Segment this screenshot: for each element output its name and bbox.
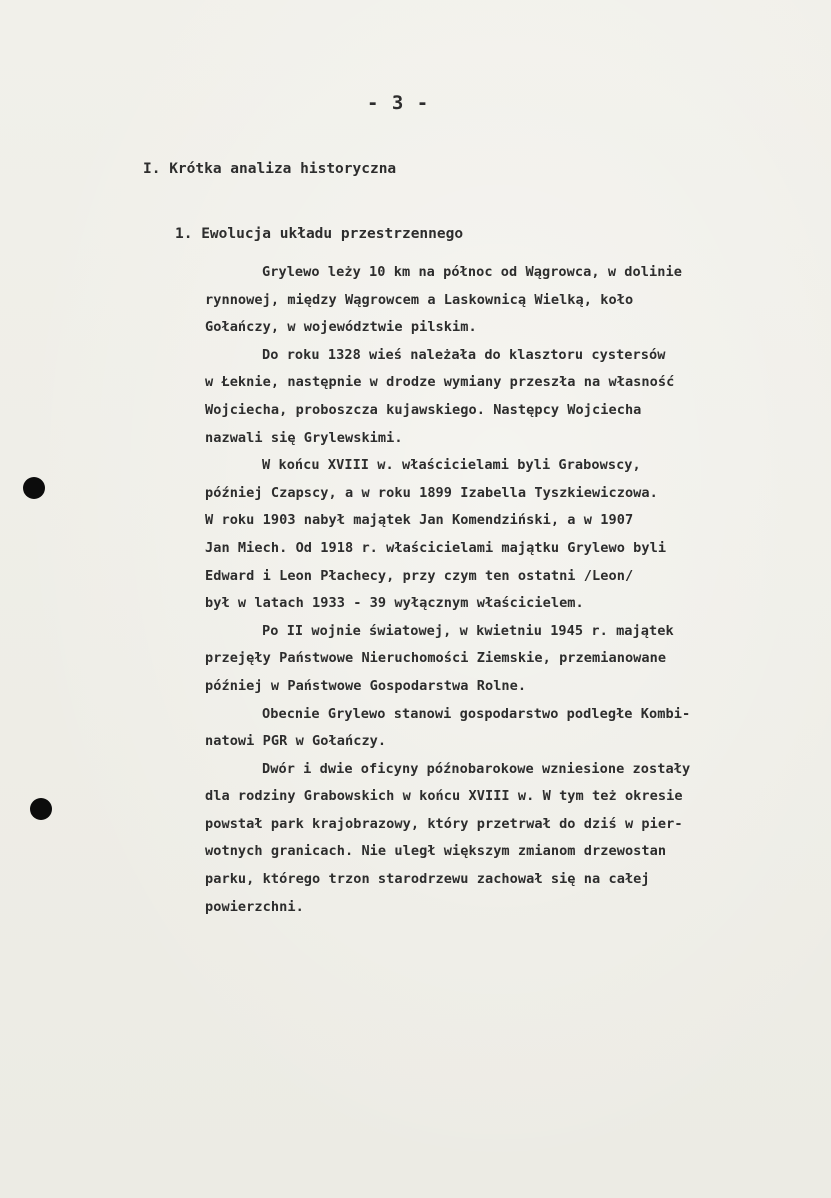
- text-line: rynnowej, między Wągrowcem a Laskownicą Wielką, koło: [205, 291, 634, 308]
- text-line: Do roku 1328 wieś należała do klasztoru cystersów: [262, 346, 666, 363]
- text-line: powstał park krajobrazowy, który przetrwał do dziś w pier-: [205, 815, 683, 832]
- subsection-heading: 1. Ewolucja układu przestrzennego: [175, 226, 464, 242]
- page-number: - 3 -: [367, 92, 430, 114]
- text-line: Jan Miech. Od 1918 r. właścicielami majątku Grylewo byli: [205, 539, 667, 556]
- text-line: później Czapscy, a w roku 1899 Izabella Tyszkiewiczowa.: [205, 484, 658, 501]
- body-text: [205, 259, 825, 921]
- text-line: powierzchni.: [205, 898, 304, 915]
- section-heading: I. Krótka analiza historyczna: [143, 161, 397, 177]
- text-line: w Łeknie, następnie w drodze wymiany przeszła na własność: [205, 374, 675, 391]
- text-line: przejęły Państwowe Nieruchomości Ziemskie, przemianowane: [205, 650, 667, 667]
- text-line: dla rodziny Grabowskich w końcu XVIII w. W tym też okresie: [205, 788, 683, 805]
- text-line: Obecnie Grylewo stanowi gospodarstwo podległe Kombi-: [262, 705, 691, 722]
- text-line: był w latach 1933 - 39 wyłącznym właścicielem.: [205, 595, 584, 612]
- punch-hole: [23, 477, 45, 499]
- text-line: Wojciecha, proboszcza kujawskiego. Następcy Wojciecha: [205, 401, 642, 418]
- punch-hole: [30, 798, 52, 820]
- text-line: Gołańczy, w województwie pilskim.: [205, 319, 477, 336]
- text-line: natowi PGR w Gołańczy.: [205, 733, 387, 750]
- text-line: nazwali się Grylewskimi.: [205, 429, 403, 446]
- text-line: Edward i Leon Płachecy, przy czym ten ostatni /Leon/: [205, 567, 634, 584]
- text-line: Dwór i dwie oficyny późnobarokowe wzniesione zostały: [262, 760, 691, 777]
- text-line: W roku 1903 nabył majątek Jan Komendziński, a w 1907: [205, 512, 634, 529]
- text-line: wotnych granicach. Nie uległ większym zmianom drzewostan: [205, 843, 667, 860]
- text-line: później w Państwowe Gospodarstwa Rolne.: [205, 677, 527, 694]
- text-line: W końcu XVIII w. właścicielami byli Grabowscy,: [262, 457, 641, 474]
- text-line: Grylewo leży 10 km na północ od Wągrowca, w dolinie: [262, 264, 682, 280]
- text-line: Po II wojnie światowej, w kwietniu 1945 r. majątek: [262, 622, 674, 639]
- text-line: parku, którego trzon starodrzewu zachował się na całej: [205, 871, 650, 888]
